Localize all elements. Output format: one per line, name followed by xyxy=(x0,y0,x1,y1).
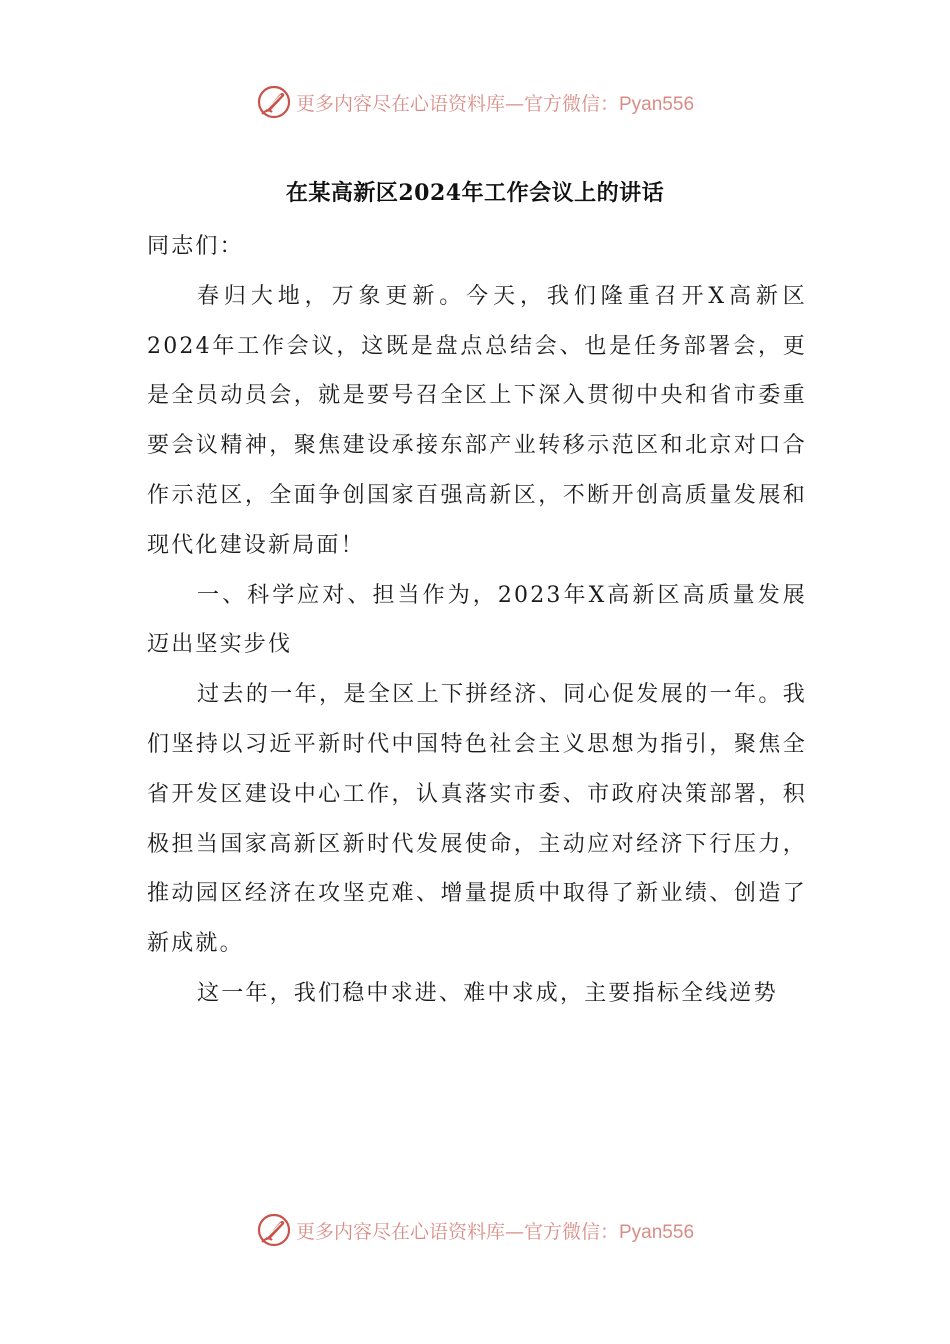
salutation: 同志们： xyxy=(147,234,244,259)
footer-watermark xyxy=(0,1212,950,1248)
watermark-text: 更多内容尽在心语资料库—官方微信：Pyan556 xyxy=(295,1220,695,1243)
section-heading-1: 一、科学应对、担当作为，2023年X高新区高质量发展迈出坚实步伐 xyxy=(147,582,807,658)
watermark-text: 更多内容尽在心语资料库—官方微信：Pyan556 xyxy=(295,92,695,115)
paragraph-achievements: 这一年，我们稳中求进、难中求成，主要指标全线逆势 xyxy=(197,980,778,1006)
document-title: 在某高新区2024年工作会议上的讲话 xyxy=(285,180,665,206)
paragraph-opening: 春归大地，万象更新。今天，我们隆重召开X高新区2024年工作会议，这既是盘点总结会、也是任务部署会，更是全员动员会，就是要号召全区上下深入贯彻中央和省市委重要会议精神，聚焦建设承接东部产业转移示范区和北京对口合作示范区，全面争创国家百强高新区，不断开创高质量发展和现代化建设新局面！ xyxy=(147,283,807,558)
wechat-id: Pyan556 xyxy=(619,93,695,115)
wechat-id: Pyan556 xyxy=(619,1221,695,1243)
paragraph-review: 过去的一年，是全区上下拼经济、同心促发展的一年。我们坚持以习近平新时代中国特色社会主义思想为指引，聚焦全省开发区建设中心工作，认真落实市委、市政府决策部署，积极担当国家高新区新时代发展使命，主动应对经济下行压力，推动园区经济在攻坚克难、增量提质中取得了新业绩、创造了新成就。 xyxy=(147,682,807,957)
header-watermark xyxy=(0,84,950,120)
document-body xyxy=(147,222,807,1019)
quill-pen-logo-icon xyxy=(256,84,292,120)
quill-pen-logo-icon xyxy=(256,1212,292,1248)
